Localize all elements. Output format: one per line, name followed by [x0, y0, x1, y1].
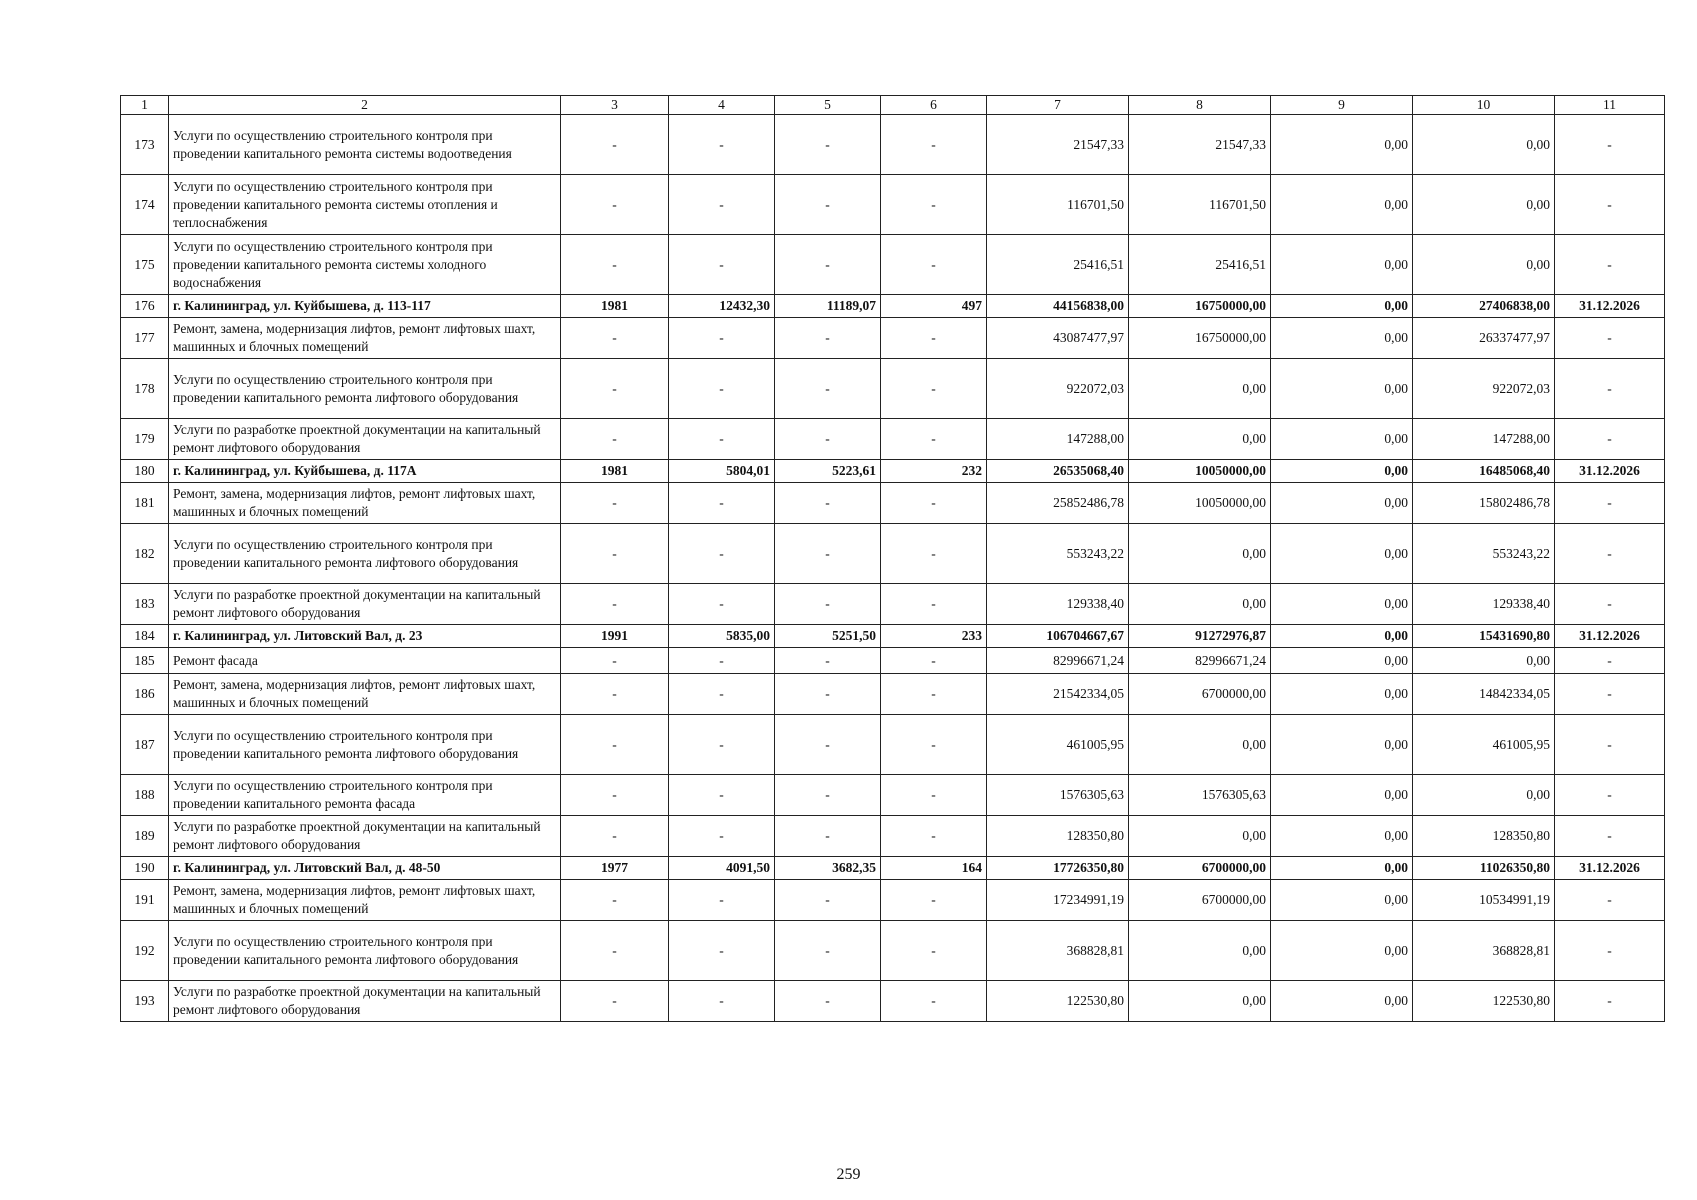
col6-cell: - [881, 648, 987, 674]
col11-cell: - [1555, 359, 1665, 419]
col3-cell: - [561, 318, 669, 359]
col4-cell: - [669, 359, 775, 419]
col7-cell: 25416,51 [987, 235, 1129, 295]
col4-cell: - [669, 715, 775, 775]
row-number-cell: 186 [121, 674, 169, 715]
col7-cell: 26535068,40 [987, 460, 1129, 483]
header-cell: 11 [1555, 96, 1665, 115]
header-cell: 10 [1413, 96, 1555, 115]
col4-cell: - [669, 816, 775, 857]
col10-cell: 26337477,97 [1413, 318, 1555, 359]
col9-cell: 0,00 [1271, 359, 1413, 419]
col10-cell: 922072,03 [1413, 359, 1555, 419]
address-row [121, 857, 1665, 880]
col3-cell: - [561, 175, 669, 235]
col7-cell: 368828,81 [987, 921, 1129, 981]
col3-cell: 1981 [561, 295, 669, 318]
table-row [121, 115, 1665, 175]
col8-cell: 16750000,00 [1129, 318, 1271, 359]
col9-cell: 0,00 [1271, 921, 1413, 981]
col8-cell: 0,00 [1129, 816, 1271, 857]
col9-cell: 0,00 [1271, 674, 1413, 715]
col11-cell: - [1555, 524, 1665, 584]
col7-cell: 122530,80 [987, 981, 1129, 1022]
col11-cell: - [1555, 981, 1665, 1022]
col7-cell: 17234991,19 [987, 880, 1129, 921]
col10-cell: 16485068,40 [1413, 460, 1555, 483]
address-row [121, 625, 1665, 648]
row-number-cell: 177 [121, 318, 169, 359]
work-name-cell: Услуги по осуществлению строительного контроля при проведении капитального ремонта лифтового оборудования [169, 524, 561, 584]
col6-cell: - [881, 524, 987, 584]
table-row [121, 775, 1665, 816]
col8-cell: 21547,33 [1129, 115, 1271, 175]
col5-cell: - [775, 318, 881, 359]
col8-cell: 6700000,00 [1129, 880, 1271, 921]
work-name-cell: г. Калининград, ул. Литовский Вал, д. 23 [169, 625, 561, 648]
col11-cell: - [1555, 419, 1665, 460]
col10-cell: 128350,80 [1413, 816, 1555, 857]
col6-cell: - [881, 981, 987, 1022]
col9-cell: 0,00 [1271, 715, 1413, 775]
col4-cell: - [669, 175, 775, 235]
col11-cell: - [1555, 816, 1665, 857]
col6-cell: - [881, 584, 987, 625]
row-number-cell: 190 [121, 857, 169, 880]
row-number-cell: 183 [121, 584, 169, 625]
work-name-cell: Услуги по разработке проектной документации на капитальный ремонт лифтового оборудования [169, 816, 561, 857]
col11-cell: - [1555, 483, 1665, 524]
table-row [121, 715, 1665, 775]
row-number-cell: 192 [121, 921, 169, 981]
col4-cell: - [669, 674, 775, 715]
col11-cell: - [1555, 921, 1665, 981]
col5-cell: - [775, 483, 881, 524]
col7-cell: 128350,80 [987, 816, 1129, 857]
col7-cell: 129338,40 [987, 584, 1129, 625]
col6-cell: - [881, 359, 987, 419]
row-number-cell: 178 [121, 359, 169, 419]
row-number-cell: 191 [121, 880, 169, 921]
col8-cell: 91272976,87 [1129, 625, 1271, 648]
work-name-cell: Услуги по осуществлению строительного контроля при проведении капитального ремонта системы холодного водоснабжения [169, 235, 561, 295]
col3-cell: - [561, 775, 669, 816]
table-row [121, 584, 1665, 625]
col10-cell: 0,00 [1413, 775, 1555, 816]
col5-cell: - [775, 235, 881, 295]
col10-cell: 0,00 [1413, 648, 1555, 674]
col9-cell: 0,00 [1271, 483, 1413, 524]
col7-cell: 116701,50 [987, 175, 1129, 235]
col6-cell: - [881, 674, 987, 715]
page-number: 259 [836, 1166, 861, 1183]
col10-cell: 461005,95 [1413, 715, 1555, 775]
address-row [121, 295, 1665, 318]
col9-cell: 0,00 [1271, 295, 1413, 318]
col3-cell: - [561, 359, 669, 419]
col9-cell: 0,00 [1271, 775, 1413, 816]
col7-cell: 461005,95 [987, 715, 1129, 775]
col6-cell: - [881, 880, 987, 921]
col10-cell: 15802486,78 [1413, 483, 1555, 524]
col9-cell: 0,00 [1271, 524, 1413, 584]
col9-cell: 0,00 [1271, 857, 1413, 880]
col10-cell: 0,00 [1413, 175, 1555, 235]
col5-cell: 5223,61 [775, 460, 881, 483]
col11-cell: 31.12.2026 [1555, 295, 1665, 318]
col6-cell: - [881, 115, 987, 175]
col8-cell: 0,00 [1129, 359, 1271, 419]
col4-cell: - [669, 880, 775, 921]
col8-cell: 0,00 [1129, 921, 1271, 981]
col4-cell: - [669, 648, 775, 674]
col5-cell: - [775, 359, 881, 419]
work-name-cell: Услуги по осуществлению строительного контроля при проведении капитального ремонта фасада [169, 775, 561, 816]
col4-cell: - [669, 115, 775, 175]
col8-cell: 10050000,00 [1129, 483, 1271, 524]
col7-cell: 553243,22 [987, 524, 1129, 584]
col9-cell: 0,00 [1271, 115, 1413, 175]
col5-cell: - [775, 775, 881, 816]
work-name-cell: Услуги по разработке проектной документации на капитальный ремонт лифтового оборудования [169, 981, 561, 1022]
header-row [121, 96, 1665, 115]
col6-cell: - [881, 419, 987, 460]
col4-cell: 5835,00 [669, 625, 775, 648]
col10-cell: 27406838,00 [1413, 295, 1555, 318]
col6-cell: 497 [881, 295, 987, 318]
row-number-cell: 176 [121, 295, 169, 318]
col6-cell: 164 [881, 857, 987, 880]
col10-cell: 15431690,80 [1413, 625, 1555, 648]
header-cell: 8 [1129, 96, 1271, 115]
col9-cell: 0,00 [1271, 880, 1413, 921]
col7-cell: 25852486,78 [987, 483, 1129, 524]
header-cell: 6 [881, 96, 987, 115]
col6-cell: - [881, 715, 987, 775]
col6-cell: - [881, 235, 987, 295]
row-number-cell: 189 [121, 816, 169, 857]
table-row [121, 175, 1665, 235]
col4-cell: 12432,30 [669, 295, 775, 318]
header-cell: 2 [169, 96, 561, 115]
col4-cell: - [669, 775, 775, 816]
col9-cell: 0,00 [1271, 648, 1413, 674]
col8-cell: 0,00 [1129, 524, 1271, 584]
col4-cell: - [669, 584, 775, 625]
col9-cell: 0,00 [1271, 460, 1413, 483]
col3-cell: - [561, 674, 669, 715]
col5-cell: - [775, 524, 881, 584]
work-name-cell: Ремонт, замена, модернизация лифтов, ремонт лифтовых шахт, машинных и блочных помещений [169, 483, 561, 524]
col4-cell: - [669, 318, 775, 359]
col11-cell: 31.12.2026 [1555, 857, 1665, 880]
col10-cell: 129338,40 [1413, 584, 1555, 625]
col5-cell: - [775, 115, 881, 175]
col6-cell: 233 [881, 625, 987, 648]
row-number-cell: 180 [121, 460, 169, 483]
col9-cell: 0,00 [1271, 235, 1413, 295]
address-row [121, 460, 1665, 483]
col3-cell: - [561, 816, 669, 857]
col8-cell: 25416,51 [1129, 235, 1271, 295]
col3-cell: - [561, 880, 669, 921]
row-number-cell: 181 [121, 483, 169, 524]
header-cell: 9 [1271, 96, 1413, 115]
col4-cell: 4091,50 [669, 857, 775, 880]
table-row [121, 674, 1665, 715]
table-row [121, 648, 1665, 674]
row-number-cell: 173 [121, 115, 169, 175]
work-name-cell: Услуги по разработке проектной документации на капитальный ремонт лифтового оборудования [169, 584, 561, 625]
col9-cell: 0,00 [1271, 419, 1413, 460]
col6-cell: - [881, 175, 987, 235]
col8-cell: 82996671,24 [1129, 648, 1271, 674]
col5-cell: - [775, 880, 881, 921]
col6-cell: 232 [881, 460, 987, 483]
work-name-cell: Ремонт, замена, модернизация лифтов, ремонт лифтовых шахт, машинных и блочных помещений [169, 674, 561, 715]
work-name-cell: г. Калининград, ул. Куйбышева, д. 117А [169, 460, 561, 483]
col10-cell: 147288,00 [1413, 419, 1555, 460]
table-row [121, 981, 1665, 1022]
table-row [121, 359, 1665, 419]
header-cell: 3 [561, 96, 669, 115]
col10-cell: 0,00 [1413, 115, 1555, 175]
work-name-cell: г. Калининград, ул. Литовский Вал, д. 48-50 [169, 857, 561, 880]
table-row [121, 318, 1665, 359]
col4-cell: - [669, 483, 775, 524]
col11-cell: - [1555, 584, 1665, 625]
col10-cell: 11026350,80 [1413, 857, 1555, 880]
row-number-cell: 188 [121, 775, 169, 816]
col6-cell: - [881, 921, 987, 981]
work-name-cell: г. Калининград, ул. Куйбышева, д. 113-117 [169, 295, 561, 318]
col7-cell: 44156838,00 [987, 295, 1129, 318]
row-number-cell: 175 [121, 235, 169, 295]
table-row [121, 880, 1665, 921]
col11-cell: - [1555, 175, 1665, 235]
col3-cell: - [561, 921, 669, 981]
data-table [120, 95, 1665, 1022]
col5-cell: - [775, 715, 881, 775]
col8-cell: 0,00 [1129, 419, 1271, 460]
col10-cell: 14842334,05 [1413, 674, 1555, 715]
col9-cell: 0,00 [1271, 625, 1413, 648]
col3-cell: 1977 [561, 857, 669, 880]
col5-cell: 5251,50 [775, 625, 881, 648]
col10-cell: 368828,81 [1413, 921, 1555, 981]
work-name-cell: Услуги по осуществлению строительного контроля при проведении капитального ремонта лифтового оборудования [169, 715, 561, 775]
work-name-cell: Ремонт, замена, модернизация лифтов, ремонт лифтовых шахт, машинных и блочных помещений [169, 318, 561, 359]
header-cell: 4 [669, 96, 775, 115]
col11-cell: 31.12.2026 [1555, 460, 1665, 483]
col11-cell: - [1555, 318, 1665, 359]
col8-cell: 10050000,00 [1129, 460, 1271, 483]
work-name-cell: Услуги по осуществлению строительного контроля при проведении капитального ремонта системы водоотведения [169, 115, 561, 175]
col11-cell: - [1555, 715, 1665, 775]
work-name-cell: Услуги по осуществлению строительного контроля при проведении капитального ремонта лифтового оборудования [169, 921, 561, 981]
header-cell: 5 [775, 96, 881, 115]
col9-cell: 0,00 [1271, 816, 1413, 857]
col8-cell: 6700000,00 [1129, 857, 1271, 880]
col3-cell: - [561, 524, 669, 584]
col3-cell: - [561, 115, 669, 175]
col11-cell: - [1555, 880, 1665, 921]
col3-cell: - [561, 235, 669, 295]
col5-cell: - [775, 816, 881, 857]
table-row [121, 524, 1665, 584]
col3-cell: - [561, 584, 669, 625]
row-number-cell: 182 [121, 524, 169, 584]
col10-cell: 0,00 [1413, 235, 1555, 295]
col11-cell: - [1555, 648, 1665, 674]
col8-cell: 6700000,00 [1129, 674, 1271, 715]
col3-cell: 1981 [561, 460, 669, 483]
col5-cell: - [775, 175, 881, 235]
col4-cell: - [669, 524, 775, 584]
col3-cell: 1991 [561, 625, 669, 648]
col11-cell: 31.12.2026 [1555, 625, 1665, 648]
col4-cell: 5804,01 [669, 460, 775, 483]
col7-cell: 21547,33 [987, 115, 1129, 175]
col5-cell: - [775, 648, 881, 674]
col5-cell: - [775, 419, 881, 460]
table-row [121, 483, 1665, 524]
row-number-cell: 174 [121, 175, 169, 235]
header-cell: 7 [987, 96, 1129, 115]
col9-cell: 0,00 [1271, 584, 1413, 625]
table-row [121, 235, 1665, 295]
col5-cell: 11189,07 [775, 295, 881, 318]
table-row [121, 921, 1665, 981]
col9-cell: 0,00 [1271, 981, 1413, 1022]
col4-cell: - [669, 981, 775, 1022]
col9-cell: 0,00 [1271, 175, 1413, 235]
work-name-cell: Услуги по разработке проектной документации на капитальный ремонт лифтового оборудования [169, 419, 561, 460]
row-number-cell: 193 [121, 981, 169, 1022]
col5-cell: - [775, 981, 881, 1022]
col8-cell: 116701,50 [1129, 175, 1271, 235]
row-number-cell: 179 [121, 419, 169, 460]
col4-cell: - [669, 419, 775, 460]
work-name-cell: Ремонт фасада [169, 648, 561, 674]
col5-cell: - [775, 921, 881, 981]
col8-cell: 0,00 [1129, 715, 1271, 775]
col4-cell: - [669, 235, 775, 295]
col3-cell: - [561, 981, 669, 1022]
table-row [121, 419, 1665, 460]
col6-cell: - [881, 775, 987, 816]
col7-cell: 922072,03 [987, 359, 1129, 419]
col9-cell: 0,00 [1271, 318, 1413, 359]
col7-cell: 106704667,67 [987, 625, 1129, 648]
col7-cell: 17726350,80 [987, 857, 1129, 880]
col10-cell: 553243,22 [1413, 524, 1555, 584]
col3-cell: - [561, 483, 669, 524]
col8-cell: 16750000,00 [1129, 295, 1271, 318]
col3-cell: - [561, 648, 669, 674]
col11-cell: - [1555, 115, 1665, 175]
work-name-cell: Услуги по осуществлению строительного контроля при проведении капитального ремонта лифтового оборудования [169, 359, 561, 419]
col6-cell: - [881, 483, 987, 524]
row-number-cell: 187 [121, 715, 169, 775]
row-number-cell: 185 [121, 648, 169, 674]
col11-cell: - [1555, 235, 1665, 295]
col7-cell: 1576305,63 [987, 775, 1129, 816]
col11-cell: - [1555, 674, 1665, 715]
col10-cell: 122530,80 [1413, 981, 1555, 1022]
col10-cell: 10534991,19 [1413, 880, 1555, 921]
col11-cell: - [1555, 775, 1665, 816]
col3-cell: - [561, 419, 669, 460]
col8-cell: 0,00 [1129, 981, 1271, 1022]
col5-cell: 3682,35 [775, 857, 881, 880]
col6-cell: - [881, 318, 987, 359]
col7-cell: 43087477,97 [987, 318, 1129, 359]
col7-cell: 82996671,24 [987, 648, 1129, 674]
col8-cell: 0,00 [1129, 584, 1271, 625]
col7-cell: 147288,00 [987, 419, 1129, 460]
work-name-cell: Услуги по осуществлению строительного контроля при проведении капитального ремонта системы отопления и теплоснабжения [169, 175, 561, 235]
row-number-cell: 184 [121, 625, 169, 648]
table-row [121, 816, 1665, 857]
col8-cell: 1576305,63 [1129, 775, 1271, 816]
col3-cell: - [561, 715, 669, 775]
col7-cell: 21542334,05 [987, 674, 1129, 715]
col4-cell: - [669, 921, 775, 981]
col5-cell: - [775, 584, 881, 625]
work-name-cell: Ремонт, замена, модернизация лифтов, ремонт лифтовых шахт, машинных и блочных помещений [169, 880, 561, 921]
header-cell: 1 [121, 96, 169, 115]
col6-cell: - [881, 816, 987, 857]
col5-cell: - [775, 674, 881, 715]
